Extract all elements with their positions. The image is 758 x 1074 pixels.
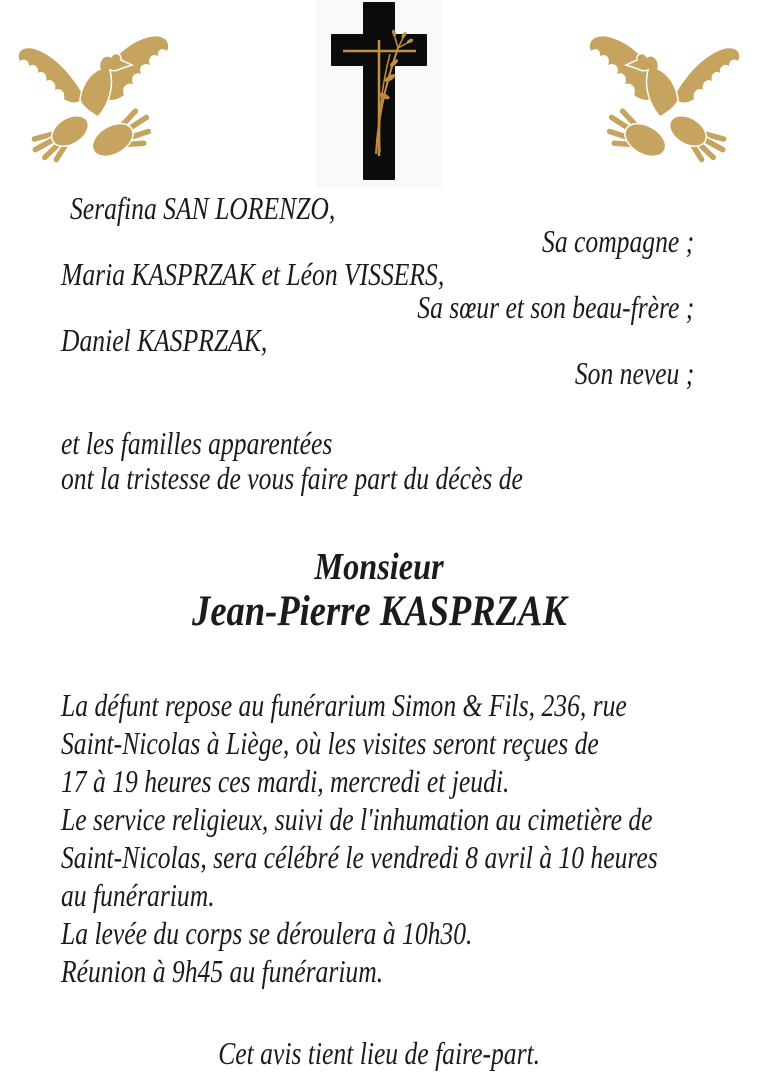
body-line	[0, 800, 758, 838]
family-line	[0, 461, 758, 496]
relative-name: Maria KASPRZAK et Léon VISSERS,	[61, 256, 445, 292]
relation-line	[0, 225, 758, 258]
body-line-text: Saint-Nicolas à Liège, où les visites seront reçues de	[61, 725, 599, 761]
footer-section	[0, 1034, 758, 1072]
funeral-details-section	[0, 686, 758, 990]
deceased-title-text: Monsieur	[314, 546, 444, 588]
body-line-text: La levée du corps se déroulera à 10h30.	[61, 915, 473, 951]
header-artwork	[0, 0, 758, 192]
relation-label: Sa compagne ;	[541, 223, 694, 259]
relation-line	[0, 357, 758, 390]
deceased-title	[0, 546, 758, 588]
relative-name: Daniel KASPRZAK,	[61, 322, 268, 358]
relative-name-line	[0, 192, 758, 225]
body-line-text: Réunion à 9h45 au funérarium.	[61, 953, 384, 989]
footer-note	[0, 1034, 758, 1072]
family-line	[0, 426, 758, 461]
footer-note-text: Cet avis tient lieu de faire-part.	[218, 1035, 540, 1071]
relatives-section	[0, 192, 758, 390]
body-line	[0, 876, 758, 914]
body-line-text: Saint-Nicolas, sera célébré le vendredi 8 avril à 10 heures	[61, 839, 658, 875]
body-line	[0, 762, 758, 800]
relation-label: Sa sœur et son beau-frère ;	[416, 289, 694, 325]
body-line-text: au funérarium.	[61, 877, 215, 913]
relation-label: Son neveu ;	[574, 355, 694, 391]
dove-in-hands-icon	[14, 24, 174, 166]
body-line	[0, 686, 758, 724]
dove-in-hands-mirrored-icon	[584, 24, 744, 166]
family-intro-section	[0, 426, 758, 496]
relation-line	[0, 291, 758, 324]
deceased-name	[0, 588, 758, 636]
body-line	[0, 838, 758, 876]
body-line-text: Le service religieux, suivi de l'inhumation au cimetière de	[61, 801, 653, 837]
body-line-text: 17 à 19 heures ces mardi, mercredi et jeudi.	[61, 763, 510, 799]
body-line-text: La défunt repose au funérarium Simon & Fils, 236, rue	[61, 687, 627, 723]
body-line	[0, 724, 758, 762]
relative-name: Serafina SAN LORENZO,	[70, 190, 336, 226]
family-line-text: et les familles apparentées	[61, 425, 333, 461]
deceased-name-text: Jean-Pierre KASPRZAK	[191, 588, 567, 635]
body-line	[0, 952, 758, 990]
relative-name-line	[0, 324, 758, 357]
body-line	[0, 914, 758, 952]
memorial-cross-icon	[316, 0, 442, 188]
family-line-text: ont la tristesse de vous faire part du décès de	[61, 460, 523, 496]
relative-name-line	[0, 258, 758, 291]
deceased-section	[0, 546, 758, 636]
